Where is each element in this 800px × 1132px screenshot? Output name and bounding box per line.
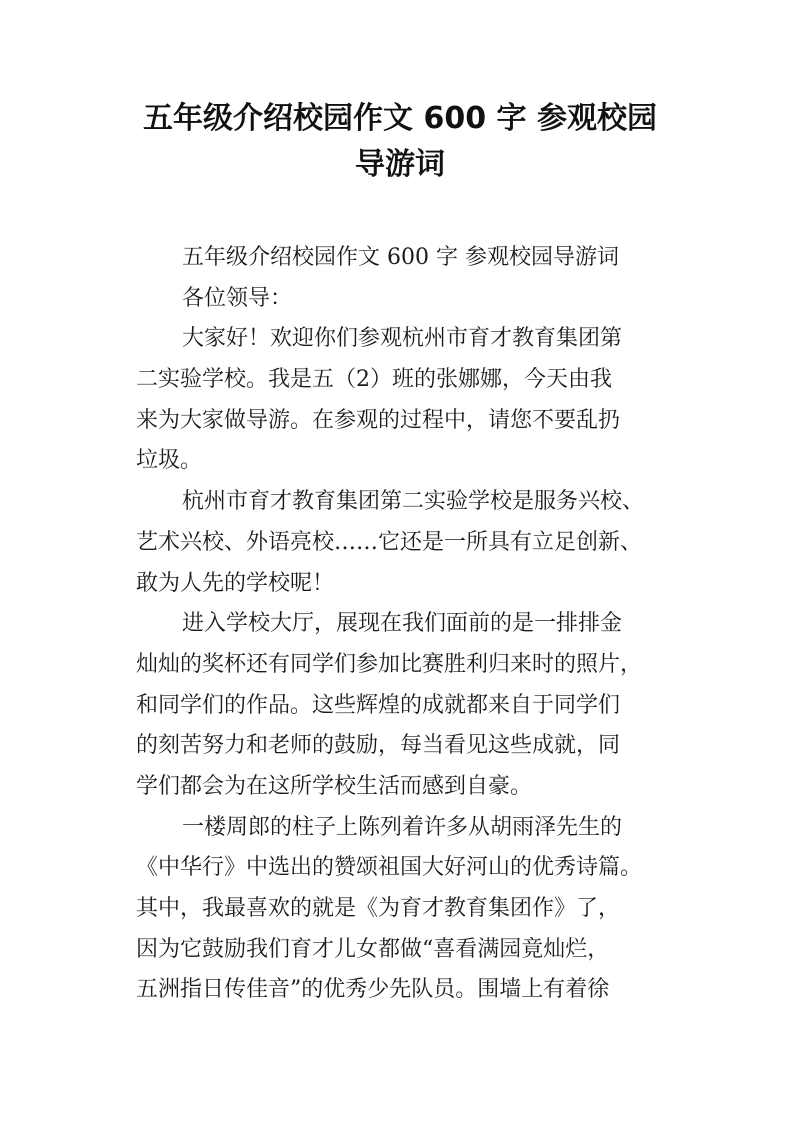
paragraph-first-line: 杭州市育才教育集团第二实验学校是服务兴校、 — [182, 489, 645, 515]
title-line: 五年级介绍校园作文 600 字 参观校园 — [143, 101, 657, 136]
paragraph-first-line: 大家好！欢迎你们参观杭州市育才教育集团第 — [182, 326, 623, 352]
paragraph-line: 灿灿的奖杯还有同学们参加比赛胜利归来时的照片， — [136, 651, 643, 677]
paragraph-line: 二实验学校。我是五（2）班的张娜娜，今天由我 — [136, 367, 612, 393]
paragraph-line: 学们都会为在这所学校生活而感到自豪。 — [136, 773, 533, 799]
document-title — [100, 96, 700, 188]
paragraph-line: 艺术兴校、外语亮校……它还是一所具有立足创新、 — [136, 529, 643, 555]
document-body — [136, 238, 676, 1011]
paragraph-first-line: 五年级介绍校园作文 600 字 参观校园导游词 — [182, 245, 619, 270]
title-line: 导游词 — [355, 147, 445, 182]
paragraph-line: 因为它鼓励我们育才儿女都做“喜看满园竟灿烂， — [136, 936, 610, 962]
paragraph-first-line: 进入学校大厅，展现在我们面前的是一排排金 — [182, 611, 623, 637]
paragraph-first-line: 一楼周郎的柱子上陈列着许多从胡雨泽先生的 — [182, 814, 623, 840]
paragraph-line: 敢为人先的学校呢！ — [136, 570, 335, 596]
paragraph-line: 《中华行》中选出的赞颂祖国大好河山的优秀诗篇。 — [136, 855, 643, 881]
paragraph-line: 五洲指日传佳音”的优秀少先队员。围墙上有着徐 — [136, 977, 610, 1003]
paragraph-line: 垃圾。 — [136, 448, 203, 474]
paragraph-line: 的刻苦努力和老师的鼓励，每当看见这些成就，同 — [136, 733, 621, 759]
paragraph-first-line: 各位领导： — [182, 285, 293, 311]
paragraph-line: 和同学们的作品。这些辉煌的成就都来自于同学们 — [136, 692, 621, 718]
paragraph-line: 其中，我最喜欢的就是《为育才教育集团作》了， — [136, 896, 621, 921]
paragraph-line: 来为大家做导游。在参观的过程中，请您不要乱扔 — [136, 407, 621, 433]
